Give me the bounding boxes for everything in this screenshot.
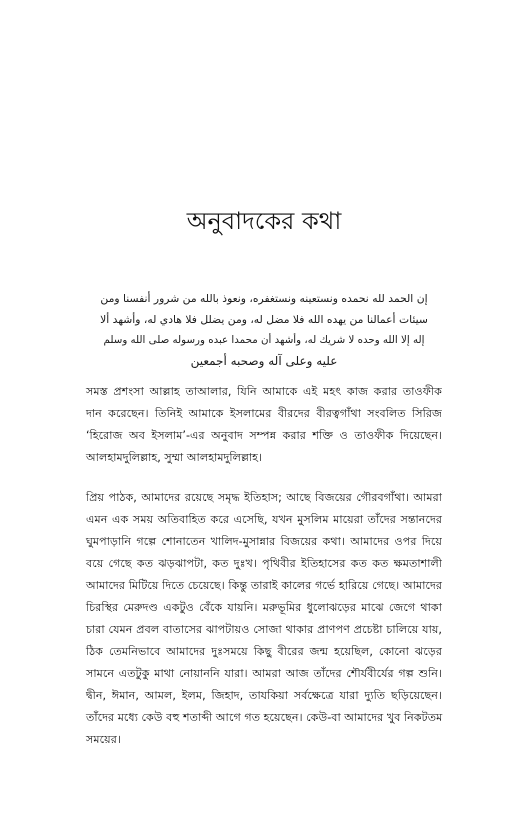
arabic-line: إن الحمد لله نحمده ونستعينه ونستغفره، ونعوذ بالله من شرور أنفسنا ومن bbox=[100, 292, 428, 305]
paragraph-history bbox=[86, 487, 442, 751]
text-line: সমস্ত প্রশংসা আল্লাহ তাআলার, যিনি আমাকে এই মহৎ কাজ করার তাওফীক bbox=[86, 385, 442, 398]
text-line: সামনে এতটুকু মাথা নোয়াননি যারা। আমরা আজ তাঁদের শৌর্যবীর্যের গল্প শুনি। bbox=[86, 667, 442, 680]
arabic-line: سيئات أعمالنا من يهده الله فلا مضل له، ومن يضلل فلا هادي له، وأشهد ألا bbox=[100, 313, 428, 326]
text-line: আমাদের মিটিয়ে দিতে চেয়েছে। কিন্তু তারাই কালের গর্ভে হারিয়ে গেছে। আমাদের bbox=[86, 579, 442, 592]
text-line: দান করেছেন। তিনিই আমাকে ইসলামের বীরদের বীরত্বগাঁথা সংবলিত সিরিজ bbox=[86, 407, 442, 420]
text-line: বয়ে গেছে কত ঝড়ঝাপটা, কত দুঃখ। পৃথিবীর ইতিহাসের কত কত ক্ষমতাশালী bbox=[86, 557, 442, 570]
text-line: ঠিক তেমনিভাবে আমাদের দুঃসময়ে কিছু বীরের জন্ম হয়েছিল, কোনো ঝড়ের bbox=[86, 645, 442, 658]
text-line: দ্বীন, ঈমান, আমল, ইলম, জিহাদ, তাযকিয়া সর্বক্ষেত্রে যারা দ্যুতি ছড়িয়েছেন। bbox=[86, 689, 442, 702]
page-title: অনুবাদকের কথা bbox=[186, 207, 342, 235]
text-line: তাঁদের মধ্যে কেউ বহু শতাব্দী আগে গত হয়েছেন। কেউ-বা আমাদের খুব নিকটতম bbox=[86, 711, 443, 724]
text-line: চিরস্থির মেরুদণ্ড একটুও বেঁকে যায়নি। মরুভূমির ধুলোঝড়ের মাঝে জেগে থাকা bbox=[86, 601, 442, 614]
arabic-line: إله إلا الله وحده لا شريك له، وأشهد أن محمدا عبده ورسوله صلى الله وسلم bbox=[103, 334, 425, 346]
text-line: প্রিয় পাঠক, আমাদের রয়েছে সমৃদ্ধ ইতিহাস; আছে বিজয়ের গৌরবগাঁথা। আমরা bbox=[86, 491, 442, 504]
text-line: আলহামদুলিল্লাহ, সুম্মা আলহামদুলিল্লাহ। bbox=[86, 451, 263, 464]
text-line: ‘হিরোজ অব ইসলাম’-এর অনুবাদ সম্পন্ন করার শক্তি ও তাওফীক দিয়েছেন। bbox=[86, 429, 442, 442]
text-line: চারা যেমন প্রবল বাতাসের ঝাপটায়ও সোজা থাকার প্রাণপণ প্রচেষ্টা চালিয়ে যায়, bbox=[86, 623, 442, 636]
text-line: সময়ের। bbox=[86, 733, 121, 746]
text-line: এমন এক সময় অতিবাহিত করে এসেছি, যখন মুসলিম মায়েরা তাঁদের সন্তানদের bbox=[86, 513, 442, 526]
paragraph-praise bbox=[86, 381, 442, 469]
arabic-invocation bbox=[100, 288, 428, 372]
arabic-line: عليه وعلى آله وصحبه أجمعين bbox=[190, 354, 338, 368]
text-line: ঘুমপাড়ানি গল্পে শোনাতেন খালিদ-মুসান্নার বিজয়ের কথা। আমাদের ওপর দিয়ে bbox=[86, 535, 442, 548]
